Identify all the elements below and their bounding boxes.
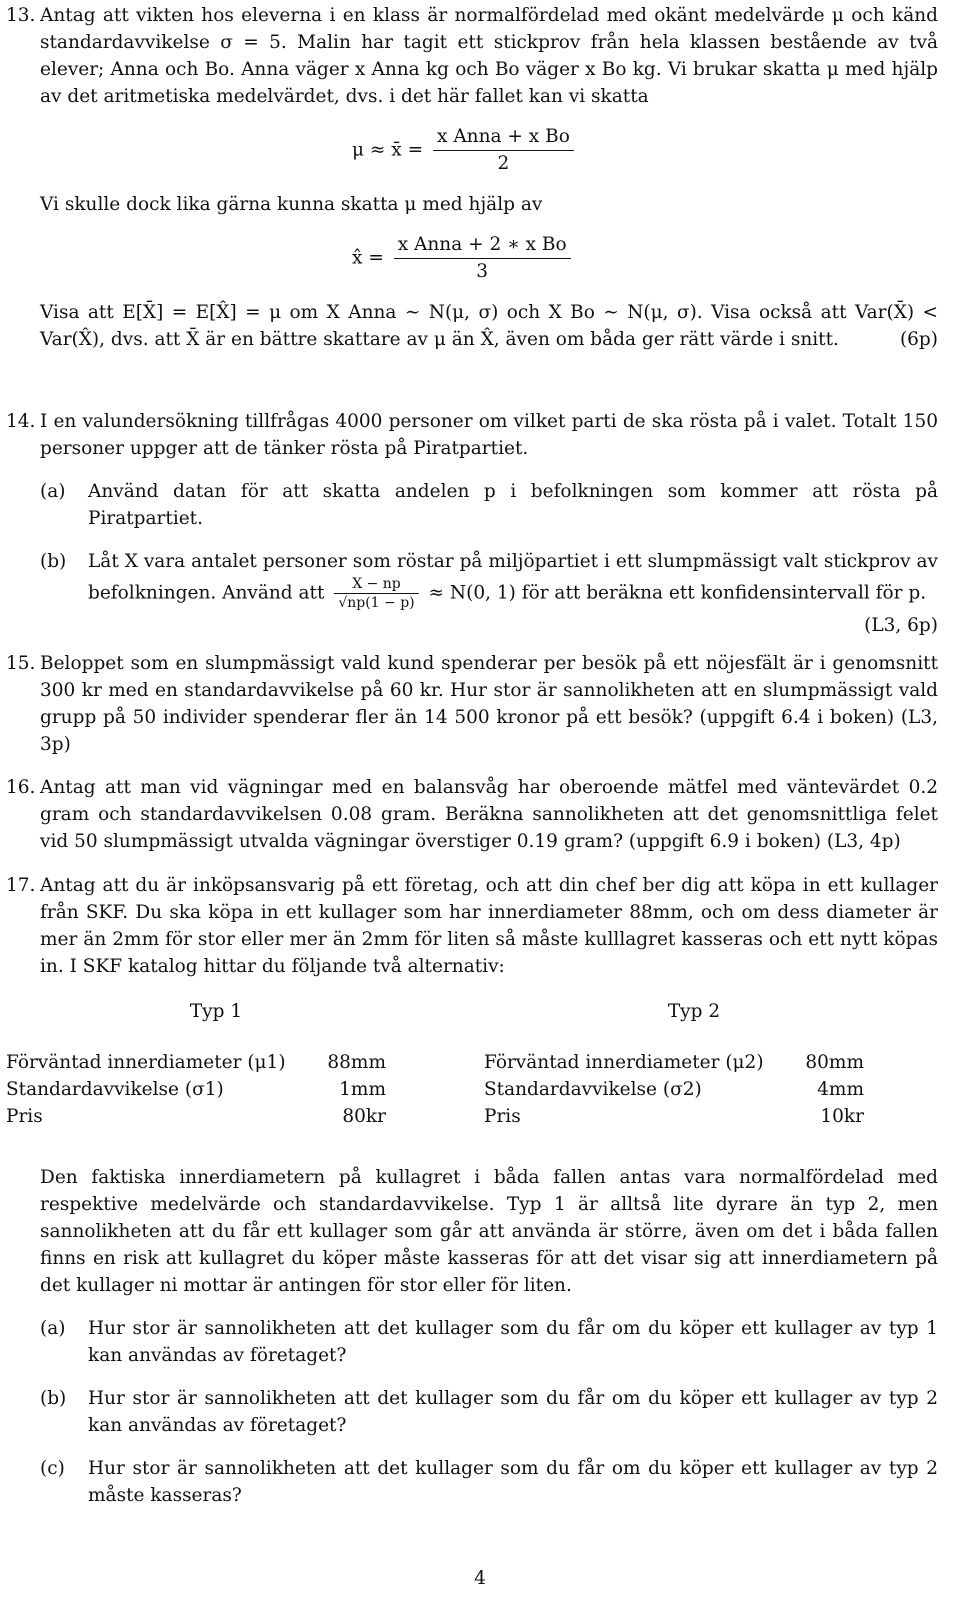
table-title: Typ 1: [189, 1001, 243, 1022]
subquestion-text: Låt X vara antalet personer som röstar på miljöpartiet i ett slumpmässigt valt stickprov av befolkningen. Använd att: [88, 551, 938, 604]
problem-16-text: Antag att man vid vägningar med en balansvåg har oberoende mätfel med väntevärdet 0.2 gram och standardavvikelsen 0.08 gram. Beräkna sannolikheten att det genomsnittliga felet vid 50 slumpmässigt utvalda vägningar överstiger 0.19 gram? (uppgift 6.9 i boken) (L3, 4p): [40, 777, 938, 852]
problem-13-task: Visa att E[X̄] = E[X̂] = μ om X Anna ∼ N(μ, σ) och X Bo ∼ N(μ, σ). Visa också att Var(X̄) < Var(X̂), dvs. att X̄ är en bättre skattare av μ än X̂, även om båda ger rätt värde i snitt.: [40, 302, 938, 350]
fraction: [394, 232, 571, 285]
row-value: 10kr: [820, 1106, 864, 1127]
problem-13-intro: Antag att vikten hos eleverna i en klass är normalfördelad med okänt medelvärde μ och känd standardavvikelse σ = 5. Malin har tagit ett stickprov från hela klassen bestående av två elever; Anna och Bo. Anna väger x Anna kg och Bo väger x Bo kg. Vi brukar skatta μ med hjälp av det aritmetiska medelvärdet, dvs. i det här fallet kan vi skatta: [40, 5, 938, 107]
subquestion-a: [40, 1315, 938, 1369]
row-value: 1mm: [339, 1079, 386, 1100]
subquestion-text: Hur stor är sannolikheten att det kullager som du får om du köper ett kullager av typ 1 kan användas av företaget?: [88, 1318, 938, 1366]
row-label: Pris: [6, 1106, 43, 1127]
subquestion-text: Hur stor är sannolikheten att det kullager som du får om du köper ett kullager av typ 2 kan användas av företaget?: [88, 1388, 938, 1436]
table-row: [6, 1049, 426, 1076]
fraction-numerator: x Anna + x Bo: [433, 124, 574, 151]
problem-number: 15.: [6, 653, 36, 674]
problem-number: 14.: [6, 411, 36, 432]
table-typ-2: [484, 998, 904, 1130]
row-value: 88mm: [327, 1052, 386, 1073]
subquestion-text: Använd datan för att skatta andelen p i befolkningen som kommer att rösta på Piratpartiet.: [88, 481, 938, 529]
subquestion-label: (a): [40, 1318, 66, 1339]
problem-14: [6, 408, 938, 639]
problem-number: 17.: [6, 875, 36, 896]
fraction-denominator: 2: [497, 153, 510, 174]
subquestion-b: [40, 548, 938, 636]
fraction: [433, 124, 574, 177]
points-label: (L3, 6p): [864, 615, 938, 636]
subquestion-label: (a): [40, 481, 66, 502]
subquestion-label: (b): [40, 1388, 67, 1409]
problem-17-intro: Antag att du är inköpsansvarig på ett företag, och att din chef ber dig att köpa in ett kullager från SKF. Du ska köpa in ett kullager som har innerdiameter 88mm, och om dess diameter är mer än 2mm för stor eller mer än 2mm för liten så måste kulllagret kasseras och ett nytt köpas in. I SKF katalog hittar du följande två alternativ:: [40, 875, 938, 977]
subquestion-label: (c): [40, 1458, 65, 1479]
table-typ-1: [6, 998, 426, 1130]
subquestion-a: [40, 478, 938, 532]
table-row: [484, 1076, 904, 1103]
equation-alt-estimator: [352, 232, 938, 285]
table-row: [6, 1103, 426, 1130]
problem-14-intro: I en valundersökning tillfrågas 4000 personer om vilket parti de ska rösta på i valet. Totalt 150 personer uppger att de tänker rösta på Piratpartiet.: [40, 411, 938, 459]
row-label: Standardavvikelse (σ2): [484, 1079, 702, 1100]
subquestion-text-cont: ≈ N(0, 1) för att beräkna ett konfidensintervall för p.: [428, 582, 927, 604]
points-label: (6p): [899, 329, 938, 350]
problem-number: 16.: [6, 777, 36, 798]
table-row: [484, 1049, 904, 1076]
equation-lhs: μ ≈ x̄ =: [352, 139, 424, 161]
subquestion-text: Hur stor är sannolikheten att det kullager som du får om du köper ett kullager av typ 2 måste kasseras?: [88, 1458, 938, 1506]
problem-17: [6, 872, 938, 1509]
fraction-denominator: 3: [476, 261, 489, 282]
problem-15: [6, 650, 938, 758]
problem-number: 13.: [6, 5, 36, 26]
table-title: Typ 2: [667, 1001, 721, 1022]
table-row: [484, 1103, 904, 1130]
row-label: Förväntad innerdiameter (μ1): [6, 1052, 286, 1073]
row-value: 80kr: [342, 1106, 386, 1127]
page-number: 4: [474, 1568, 486, 1589]
subquestion-b: [40, 1385, 938, 1439]
row-label: Standardavvikelse (σ1): [6, 1079, 224, 1100]
equation-mean-estimator: [352, 124, 938, 177]
subquestion-label: (b): [40, 551, 67, 572]
fraction-numerator: x Anna + 2 ∗ x Bo: [394, 232, 571, 259]
row-value: 80mm: [805, 1052, 864, 1073]
problem-16: [6, 774, 938, 855]
table-row: [6, 1076, 426, 1103]
problem-13: [6, 2, 938, 353]
equation-lhs: x̂ =: [352, 247, 384, 269]
fraction-numerator: X − np: [334, 575, 418, 594]
row-value: 4mm: [817, 1079, 864, 1100]
problem-13-middle: Vi skulle dock lika gärna kunna skatta μ med hjälp av: [40, 194, 543, 215]
row-label: Förväntad innerdiameter (μ2): [484, 1052, 764, 1073]
fraction-denominator: √np(1 − p): [338, 595, 415, 611]
fraction: [334, 575, 418, 612]
problem-15-text: Beloppet som en slumpmässigt vald kund spenderar per besök på ett nöjesfält är i genomsnitt 300 kr med en standardavvikelse på 60 kr. Hur stor är sannolikheten att en slumpmässigt vald grupp på 50 individer spenderar fler än 14 500 kronor på ett besök? (uppgift 6.4 i boken) (L3, 3p): [40, 653, 938, 755]
subquestion-c: [40, 1455, 938, 1509]
bearing-comparison: [6, 998, 938, 1138]
problem-17-description: Den faktiska innerdiametern på kullagret i båda fallen antas vara normalfördelad med respektive medelvärde och standardavvikelse. Typ 1 är alltså lite dyrare än typ 2, men sannolikheten att du får ett kullager som går att använda är större, även om det i båda fallen finns en risk att kullagret du köper måste kasseras för att det visar sig att innerdiametern på det kullager ni mottar är antingen för stor eller för liten.: [40, 1167, 938, 1296]
row-label: Pris: [484, 1106, 521, 1127]
